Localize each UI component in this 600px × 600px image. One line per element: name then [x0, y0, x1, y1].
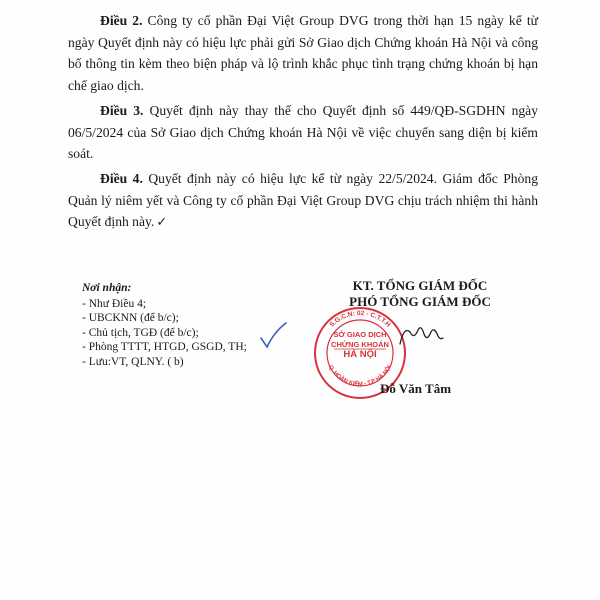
blue-check-icon: [258, 320, 288, 350]
stamp-line1: SỞ GIAO DỊCH: [333, 330, 387, 339]
recipient-item: - UBCKNN (để b/c);: [82, 312, 179, 325]
article-2-paragraph: [68, 10, 538, 96]
stamp-line2: CHỨNG KHOÁN: [331, 340, 389, 349]
article-2-label: Điều 2.: [100, 13, 143, 28]
svg-text:Q. HOÀN KIẾM - T.P HÀ NỘI: Q. HOÀN KIẾM - T.P HÀ NỘI: [327, 364, 393, 388]
signature-title-line2: PHÓ TỔNG GIÁM ĐỐC: [349, 294, 491, 309]
article-4-label: Điều 4.: [100, 171, 143, 186]
article-3-text: Quyết định này thay thế cho Quyết định số 449/QĐ-SGDHN ngày 06/5/2024 của Sở Giao dịch Chứng khoán Hà Nội về việc chuyển sang diện bị kiểm soát.: [68, 103, 539, 161]
article-3-paragraph: [68, 100, 538, 165]
article-2-text: Công ty cổ phần Đại Việt Group DVG trong thời hạn 15 ngày kể từ ngày Quyết định này có hiệu lực phải gửi Sở Giao dịch Chứng khoán Hà Nội và công bố thông tin kèm theo biện pháp và lộ trình khắc phục tình trạng chứng khoán bị hạn chế giao dịch.: [68, 13, 538, 93]
signer-name: Đỗ Văn Tâm: [380, 381, 452, 396]
stamp-center-text: [312, 330, 408, 360]
article-4-text: Quyết định này có hiệu lực kể từ ngày 22/5/2024. Giám đốc Phòng Quản lý niêm yết và Công ty cổ phần Đại Việt Group DVG chịu trách nhiệm thi hành Quyết định này.: [68, 171, 538, 229]
recipient-item: - Như Điều 4;: [82, 297, 147, 310]
handwritten-check-icon: ✓: [156, 215, 168, 230]
recipient-item: - Chủ tịch, TGĐ (để b/c);: [82, 326, 199, 339]
recipients-heading: Nơi nhận:: [82, 282, 132, 294]
recipient-item: - Lưu:VT, QLNY. ( b): [82, 355, 184, 368]
signature-title-line1: KT. TỔNG GIÁM ĐỐC: [352, 278, 488, 293]
handwritten-signature: [396, 318, 446, 354]
svg-text:S.G.C.N: 02 - C.T.T.H: S.G.C.N: 02 - C.T.T.H: [328, 309, 392, 329]
stamp-line3: HÀ NỘI: [343, 349, 377, 360]
article-4-paragraph: [68, 168, 538, 234]
article-3-label: Điều 3.: [100, 103, 144, 118]
recipient-item: - Phòng TTTT, HTGD, GSGD, TH;: [82, 341, 247, 354]
